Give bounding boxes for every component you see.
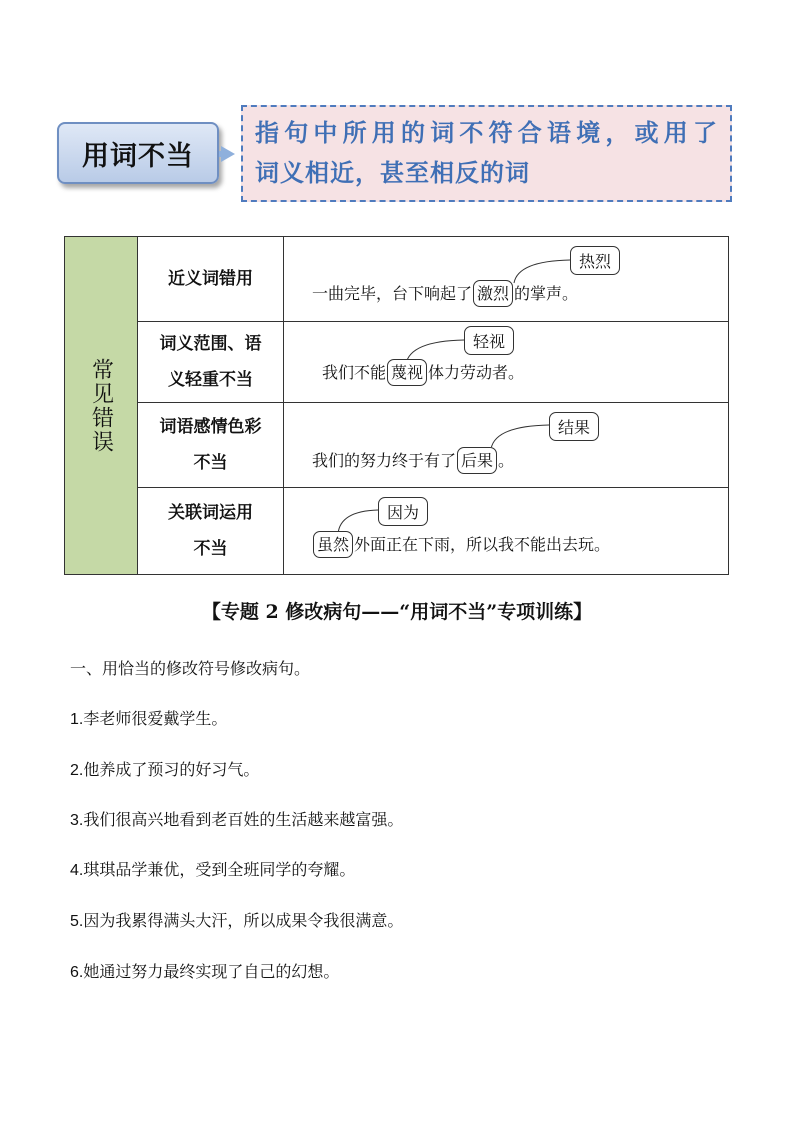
category-line-1: 词语感情色彩 — [159, 417, 262, 437]
question-item — [70, 908, 403, 931]
question-number: 1. — [70, 711, 84, 728]
question-number: 3. — [70, 812, 84, 829]
correction-word: 结果 — [549, 412, 599, 441]
example-sentence — [312, 532, 610, 555]
sentence-after: 体力劳动者。 — [428, 363, 525, 382]
example-cell — [284, 403, 729, 488]
question-number: 4. — [70, 862, 84, 879]
example-sentence — [312, 281, 578, 304]
sentence-after: 。 — [498, 451, 515, 470]
table-row — [65, 403, 729, 488]
table-row — [65, 237, 729, 322]
exercise-instruction: 一、用恰当的修改符号修改病句。 — [70, 659, 311, 678]
correction-word: 热烈 — [570, 246, 620, 275]
arrow-right-icon — [221, 146, 235, 162]
topic-badge-label: 用词不当 — [82, 140, 194, 172]
sentence-after: 外面正在下雨，所以我不能出去玩。 — [354, 535, 611, 554]
category-cell — [138, 237, 284, 322]
sentence-before: 我们的努力终于有了 — [312, 451, 457, 470]
wrong-word: 激烈 — [473, 280, 513, 307]
definition-line-1: 指句中所用的词不符合语境，或用了 — [255, 118, 718, 147]
section-title: 【专题 2 修改病句——“用词不当”专项训练】 — [201, 601, 593, 623]
question-item — [70, 857, 355, 880]
example-sentence — [312, 448, 514, 471]
topic-badge — [57, 122, 219, 184]
question-text: 李老师很爱戴学生。 — [83, 709, 228, 728]
question-item — [70, 757, 259, 780]
sentence-before: 我们不能 — [322, 363, 387, 382]
correction-word: 因为 — [378, 497, 428, 526]
question-text: 我们很高兴地看到老百姓的生活越来越富强。 — [83, 810, 404, 829]
category-line-1: 关联词运用 — [168, 503, 253, 523]
table-row — [65, 488, 729, 575]
correction-word: 轻视 — [464, 326, 514, 355]
wrong-word: 后果 — [457, 447, 497, 474]
definition-box — [241, 105, 732, 202]
question-item — [70, 959, 339, 982]
sentence-before: 一曲完毕，台下响起了 — [312, 284, 473, 303]
question-text: 琪琪品学兼优，受到全班同学的夸耀。 — [83, 860, 356, 879]
question-text: 他养成了预习的好习气。 — [83, 760, 260, 779]
category-cell — [138, 488, 284, 575]
sentence-after: 的掌声。 — [514, 284, 579, 303]
question-item — [70, 706, 227, 729]
category-line-2: 义轻重不当 — [168, 370, 253, 390]
question-text: 因为我累得满头大汗，所以成果令我很满意。 — [83, 911, 404, 930]
definition-line-2: 词义相近，甚至相反的词 — [255, 158, 530, 187]
question-number: 6. — [70, 964, 84, 981]
question-number: 2. — [70, 762, 84, 779]
table-row — [65, 322, 729, 403]
example-sentence — [322, 360, 524, 383]
category-cell — [138, 403, 284, 488]
common-errors-table — [64, 236, 729, 575]
correction-connector — [489, 421, 551, 451]
side-label: 常见错误 — [88, 357, 114, 454]
question-number: 5. — [70, 913, 84, 930]
category-line-2: 不当 — [193, 539, 228, 559]
category-cell — [138, 322, 284, 403]
wrong-word: 虽然 — [313, 531, 353, 558]
wrong-word: 蔑视 — [387, 359, 427, 386]
category-line-2: 不当 — [193, 453, 228, 473]
example-cell — [284, 322, 729, 403]
category-line-1: 词义范围、语 — [159, 334, 262, 354]
example-cell — [284, 237, 729, 322]
example-cell — [284, 488, 729, 575]
question-text: 她通过努力最终实现了自己的幻想。 — [83, 962, 340, 981]
category-line-1: 近义词错用 — [168, 269, 253, 289]
question-item — [70, 807, 403, 830]
side-label-cell — [65, 237, 138, 575]
